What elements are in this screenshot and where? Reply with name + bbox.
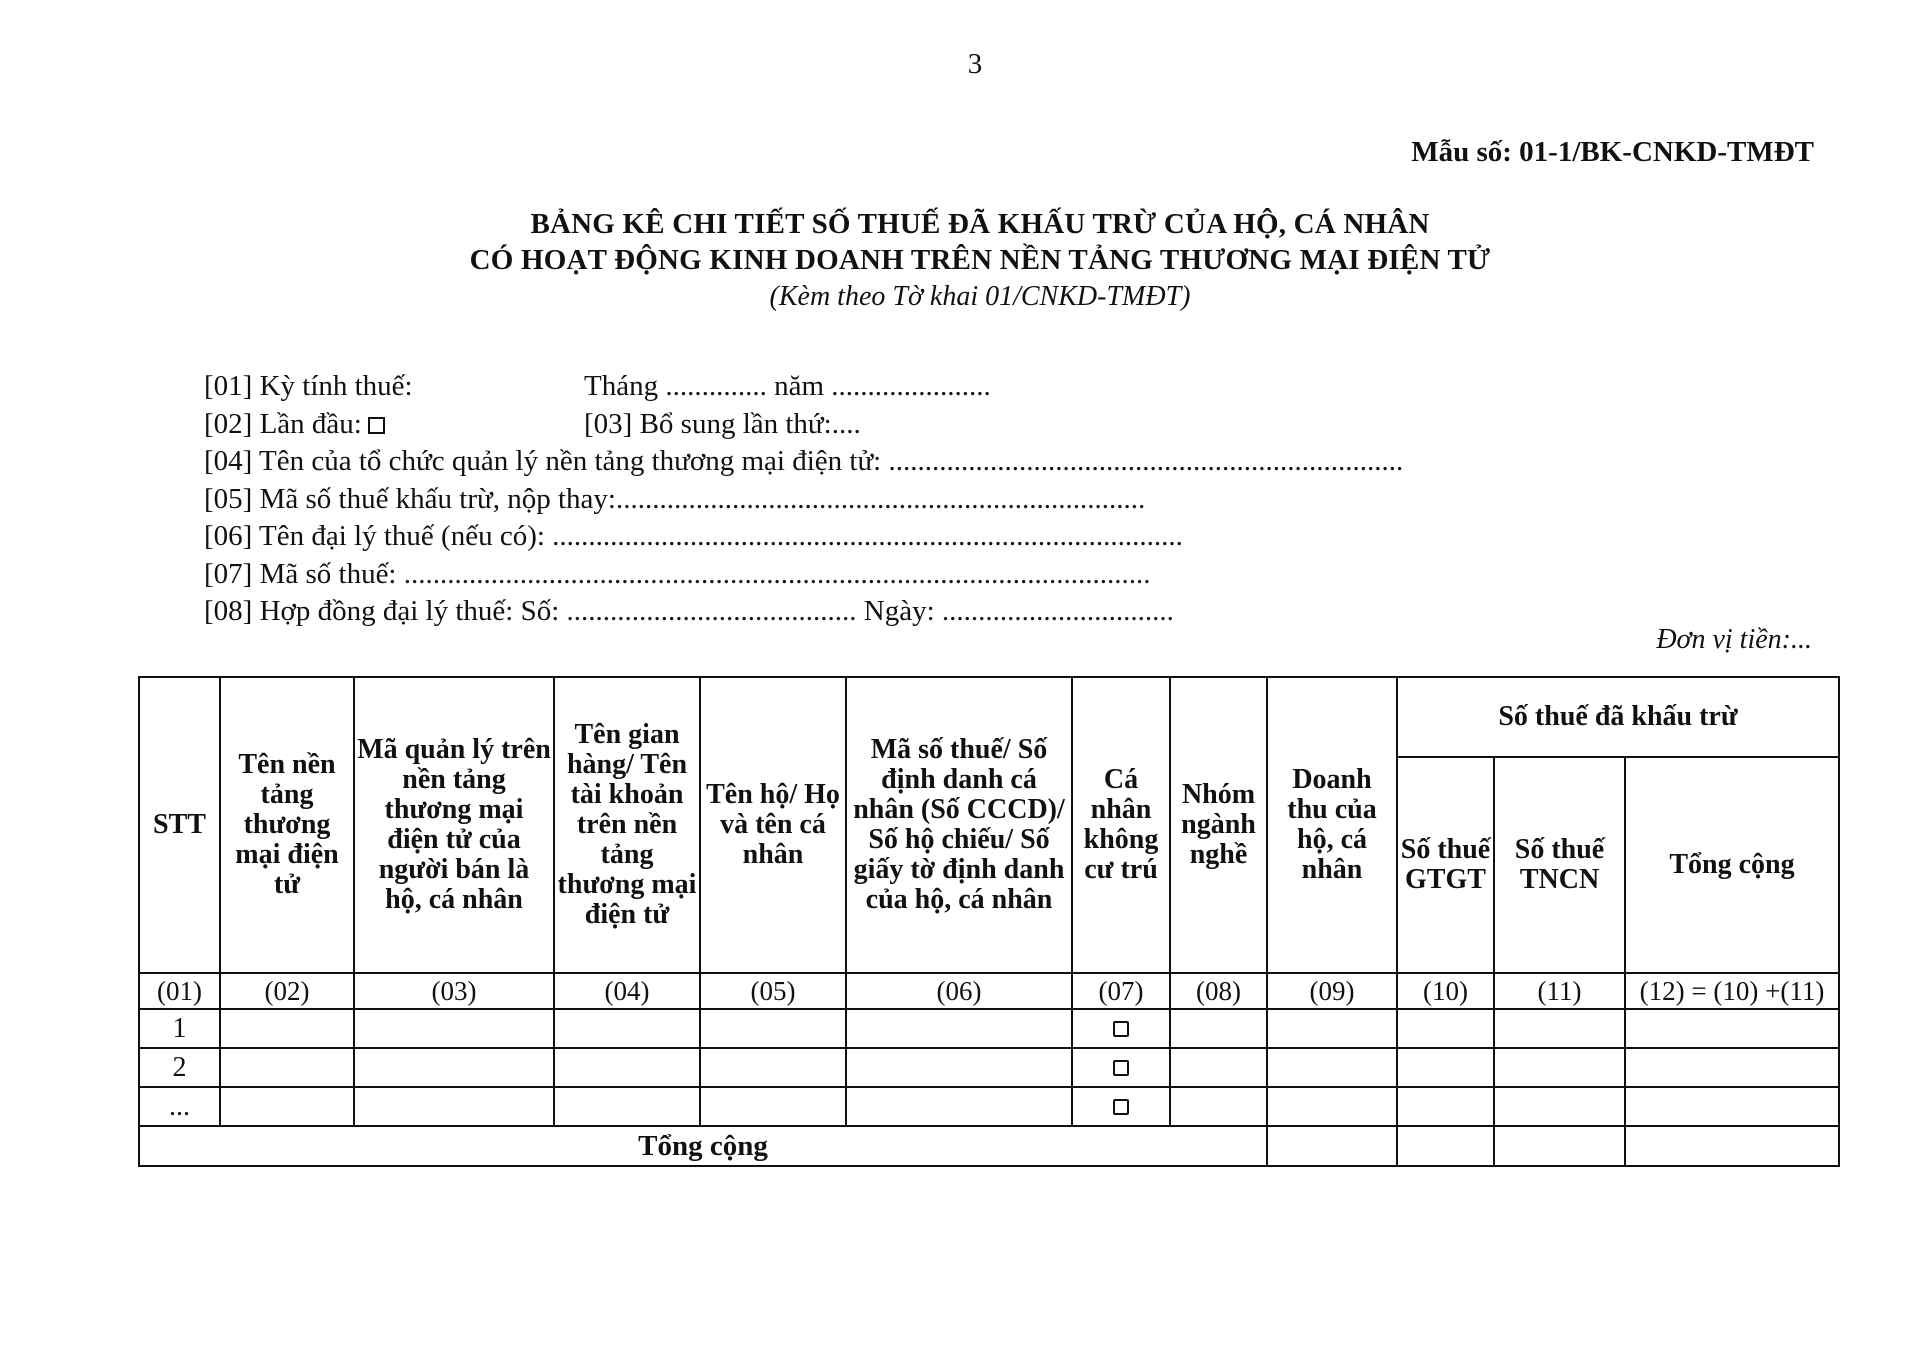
header-platform-name: Tên nền tảng thương mại điện tử bbox=[220, 677, 354, 973]
field-01-label: [01] Kỳ tính thuế: bbox=[204, 370, 413, 402]
col-num: (12) = (10) +(11) bbox=[1625, 973, 1839, 1009]
field-07[interactable]: [07] Mã số thuế: ....................................................................................................... bbox=[204, 557, 1151, 590]
table-row bbox=[139, 1009, 1839, 1048]
field-tax-period bbox=[204, 368, 1403, 406]
table-cell[interactable] bbox=[1494, 1048, 1625, 1087]
col-num: (10) bbox=[1397, 973, 1494, 1009]
header-revenue: Doanh thu của hộ, cá nhân bbox=[1267, 677, 1397, 973]
field-04[interactable]: [04] Tên của tổ chức quản lý nền tảng thương mại điện tử: ....................................................................... bbox=[204, 445, 1404, 477]
table-cell[interactable] bbox=[700, 1048, 846, 1087]
title-line-1: BẢNG KÊ CHI TIẾT SỐ THUẾ ĐÃ KHẤU TRỪ CỦA HỘ, CÁ NHÂN bbox=[530, 208, 1430, 240]
col-num: (09) bbox=[1267, 973, 1397, 1009]
table-cell[interactable] bbox=[1625, 1087, 1839, 1126]
table-cell[interactable] bbox=[846, 1048, 1072, 1087]
table-cell[interactable] bbox=[1267, 1009, 1397, 1048]
header-tax-id: Mã số thuế/ Số định danh cá nhân (Số CCCD)/ Số hộ chiếu/ Số giấy tờ định danh của hộ, cá nhân bbox=[846, 677, 1072, 973]
col-num: (04) bbox=[554, 973, 700, 1009]
table-cell[interactable] bbox=[554, 1009, 700, 1048]
table-cell[interactable] bbox=[1267, 1087, 1397, 1126]
table-cell[interactable] bbox=[554, 1048, 700, 1087]
form-fields bbox=[204, 368, 1403, 631]
field-08[interactable]: [08] Hợp đồng đại lý thuế: Số: ........................................ Ngày: ................................ bbox=[204, 595, 1174, 627]
non-resident-checkbox[interactable] bbox=[1113, 1060, 1129, 1076]
header-pit: Số thuế TNCN bbox=[1494, 757, 1625, 973]
col-num: (07) bbox=[1072, 973, 1170, 1009]
table-cell[interactable] bbox=[700, 1087, 846, 1126]
header-row-1 bbox=[139, 677, 1839, 757]
row-stt: 1 bbox=[139, 1009, 220, 1048]
table-cell[interactable] bbox=[1170, 1087, 1267, 1126]
tax-detail-table bbox=[138, 676, 1840, 1167]
table-cell[interactable] bbox=[1625, 1048, 1839, 1087]
field-03-label[interactable]: [03] Bổ sung lần thứ:.... bbox=[584, 407, 861, 440]
table-cell[interactable] bbox=[1397, 1087, 1494, 1126]
col-num: (08) bbox=[1170, 973, 1267, 1009]
non-resident-cell bbox=[1072, 1087, 1170, 1126]
header-seller-code: Mã quản lý trên nền tảng thương mại điện tử của người bán là hộ, cá nhân bbox=[354, 677, 554, 973]
col-num: (01) bbox=[139, 973, 220, 1009]
total-row bbox=[139, 1126, 1839, 1166]
header-non-resident: Cá nhân không cư trú bbox=[1072, 677, 1170, 973]
table-cell[interactable] bbox=[1494, 1087, 1625, 1126]
row-stt: 2 bbox=[139, 1048, 220, 1087]
total-vat-cell[interactable] bbox=[1397, 1126, 1494, 1166]
row-stt: ... bbox=[139, 1087, 220, 1126]
table-cell[interactable] bbox=[846, 1087, 1072, 1126]
column-number-row bbox=[139, 973, 1839, 1009]
non-resident-checkbox[interactable] bbox=[1113, 1099, 1129, 1115]
page-number: 3 bbox=[967, 48, 983, 80]
non-resident-cell bbox=[1072, 1048, 1170, 1087]
total-sum-cell[interactable] bbox=[1625, 1126, 1839, 1166]
header-vat: Số thuế GTGT bbox=[1397, 757, 1494, 973]
first-time-checkbox[interactable] bbox=[368, 417, 385, 434]
col-num: (05) bbox=[700, 973, 846, 1009]
header-individual-name: Tên hộ/ Họ và tên cá nhân bbox=[700, 677, 846, 973]
table-cell[interactable] bbox=[700, 1009, 846, 1048]
table-cell[interactable] bbox=[354, 1048, 554, 1087]
table-cell[interactable] bbox=[1494, 1009, 1625, 1048]
header-industry-group: Nhóm ngành nghề bbox=[1170, 677, 1267, 973]
header-total: Tổng cộng bbox=[1625, 757, 1839, 973]
table-cell[interactable] bbox=[220, 1009, 354, 1048]
table-cell[interactable] bbox=[354, 1087, 554, 1126]
form-code: Mẫu số: 01-1/BK-CNKD-TMĐT bbox=[1411, 136, 1814, 168]
table-cell[interactable] bbox=[220, 1048, 354, 1087]
currency-unit: Đơn vị tiền:... bbox=[1656, 624, 1812, 655]
table-cell[interactable] bbox=[1625, 1009, 1839, 1048]
table-row bbox=[139, 1087, 1839, 1126]
col-num: (11) bbox=[1494, 973, 1625, 1009]
table-cell[interactable] bbox=[1397, 1009, 1494, 1048]
header-tax-withheld-group: Số thuế đã khấu trừ bbox=[1397, 677, 1839, 757]
total-pit-cell[interactable] bbox=[1494, 1126, 1625, 1166]
field-first-time bbox=[204, 406, 1403, 444]
field-01-value[interactable]: Tháng .............. năm ...................... bbox=[584, 370, 991, 402]
title-line-2: CÓ HOẠT ĐỘNG KINH DOANH TRÊN NỀN TẢNG THƯƠNG MẠI ĐIỆN TỬ bbox=[469, 244, 1491, 276]
table-cell[interactable] bbox=[1397, 1048, 1494, 1087]
header-stt: STT bbox=[139, 677, 220, 973]
total-label: Tổng cộng bbox=[139, 1126, 1267, 1166]
field-02-label: [02] Lần đầu: bbox=[204, 407, 362, 440]
col-num: (03) bbox=[354, 973, 554, 1009]
table-cell[interactable] bbox=[846, 1009, 1072, 1048]
subtitle: (Kèm theo Tờ khai 01/CNKD-TMĐT) bbox=[769, 281, 1191, 312]
table-cell[interactable] bbox=[554, 1087, 700, 1126]
table-row bbox=[139, 1048, 1839, 1087]
non-resident-checkbox[interactable] bbox=[1113, 1021, 1129, 1037]
table-cell[interactable] bbox=[1267, 1048, 1397, 1087]
field-06[interactable]: [06] Tên đại lý thuế (nếu có): ....................................................................................... bbox=[204, 520, 1183, 552]
title-block bbox=[380, 206, 1580, 316]
table-cell[interactable] bbox=[1170, 1048, 1267, 1087]
table-cell[interactable] bbox=[354, 1009, 554, 1048]
table-cell[interactable] bbox=[220, 1087, 354, 1126]
col-num: (02) bbox=[220, 973, 354, 1009]
header-store-name: Tên gian hàng/ Tên tài khoản trên nền tảng thương mại điện tử bbox=[554, 677, 700, 973]
col-num: (06) bbox=[846, 973, 1072, 1009]
table-cell[interactable] bbox=[1170, 1009, 1267, 1048]
field-05[interactable]: [05] Mã số thuế khấu trừ, nộp thay:......................................................................... bbox=[204, 482, 1146, 515]
non-resident-cell bbox=[1072, 1009, 1170, 1048]
total-revenue-cell[interactable] bbox=[1267, 1126, 1397, 1166]
